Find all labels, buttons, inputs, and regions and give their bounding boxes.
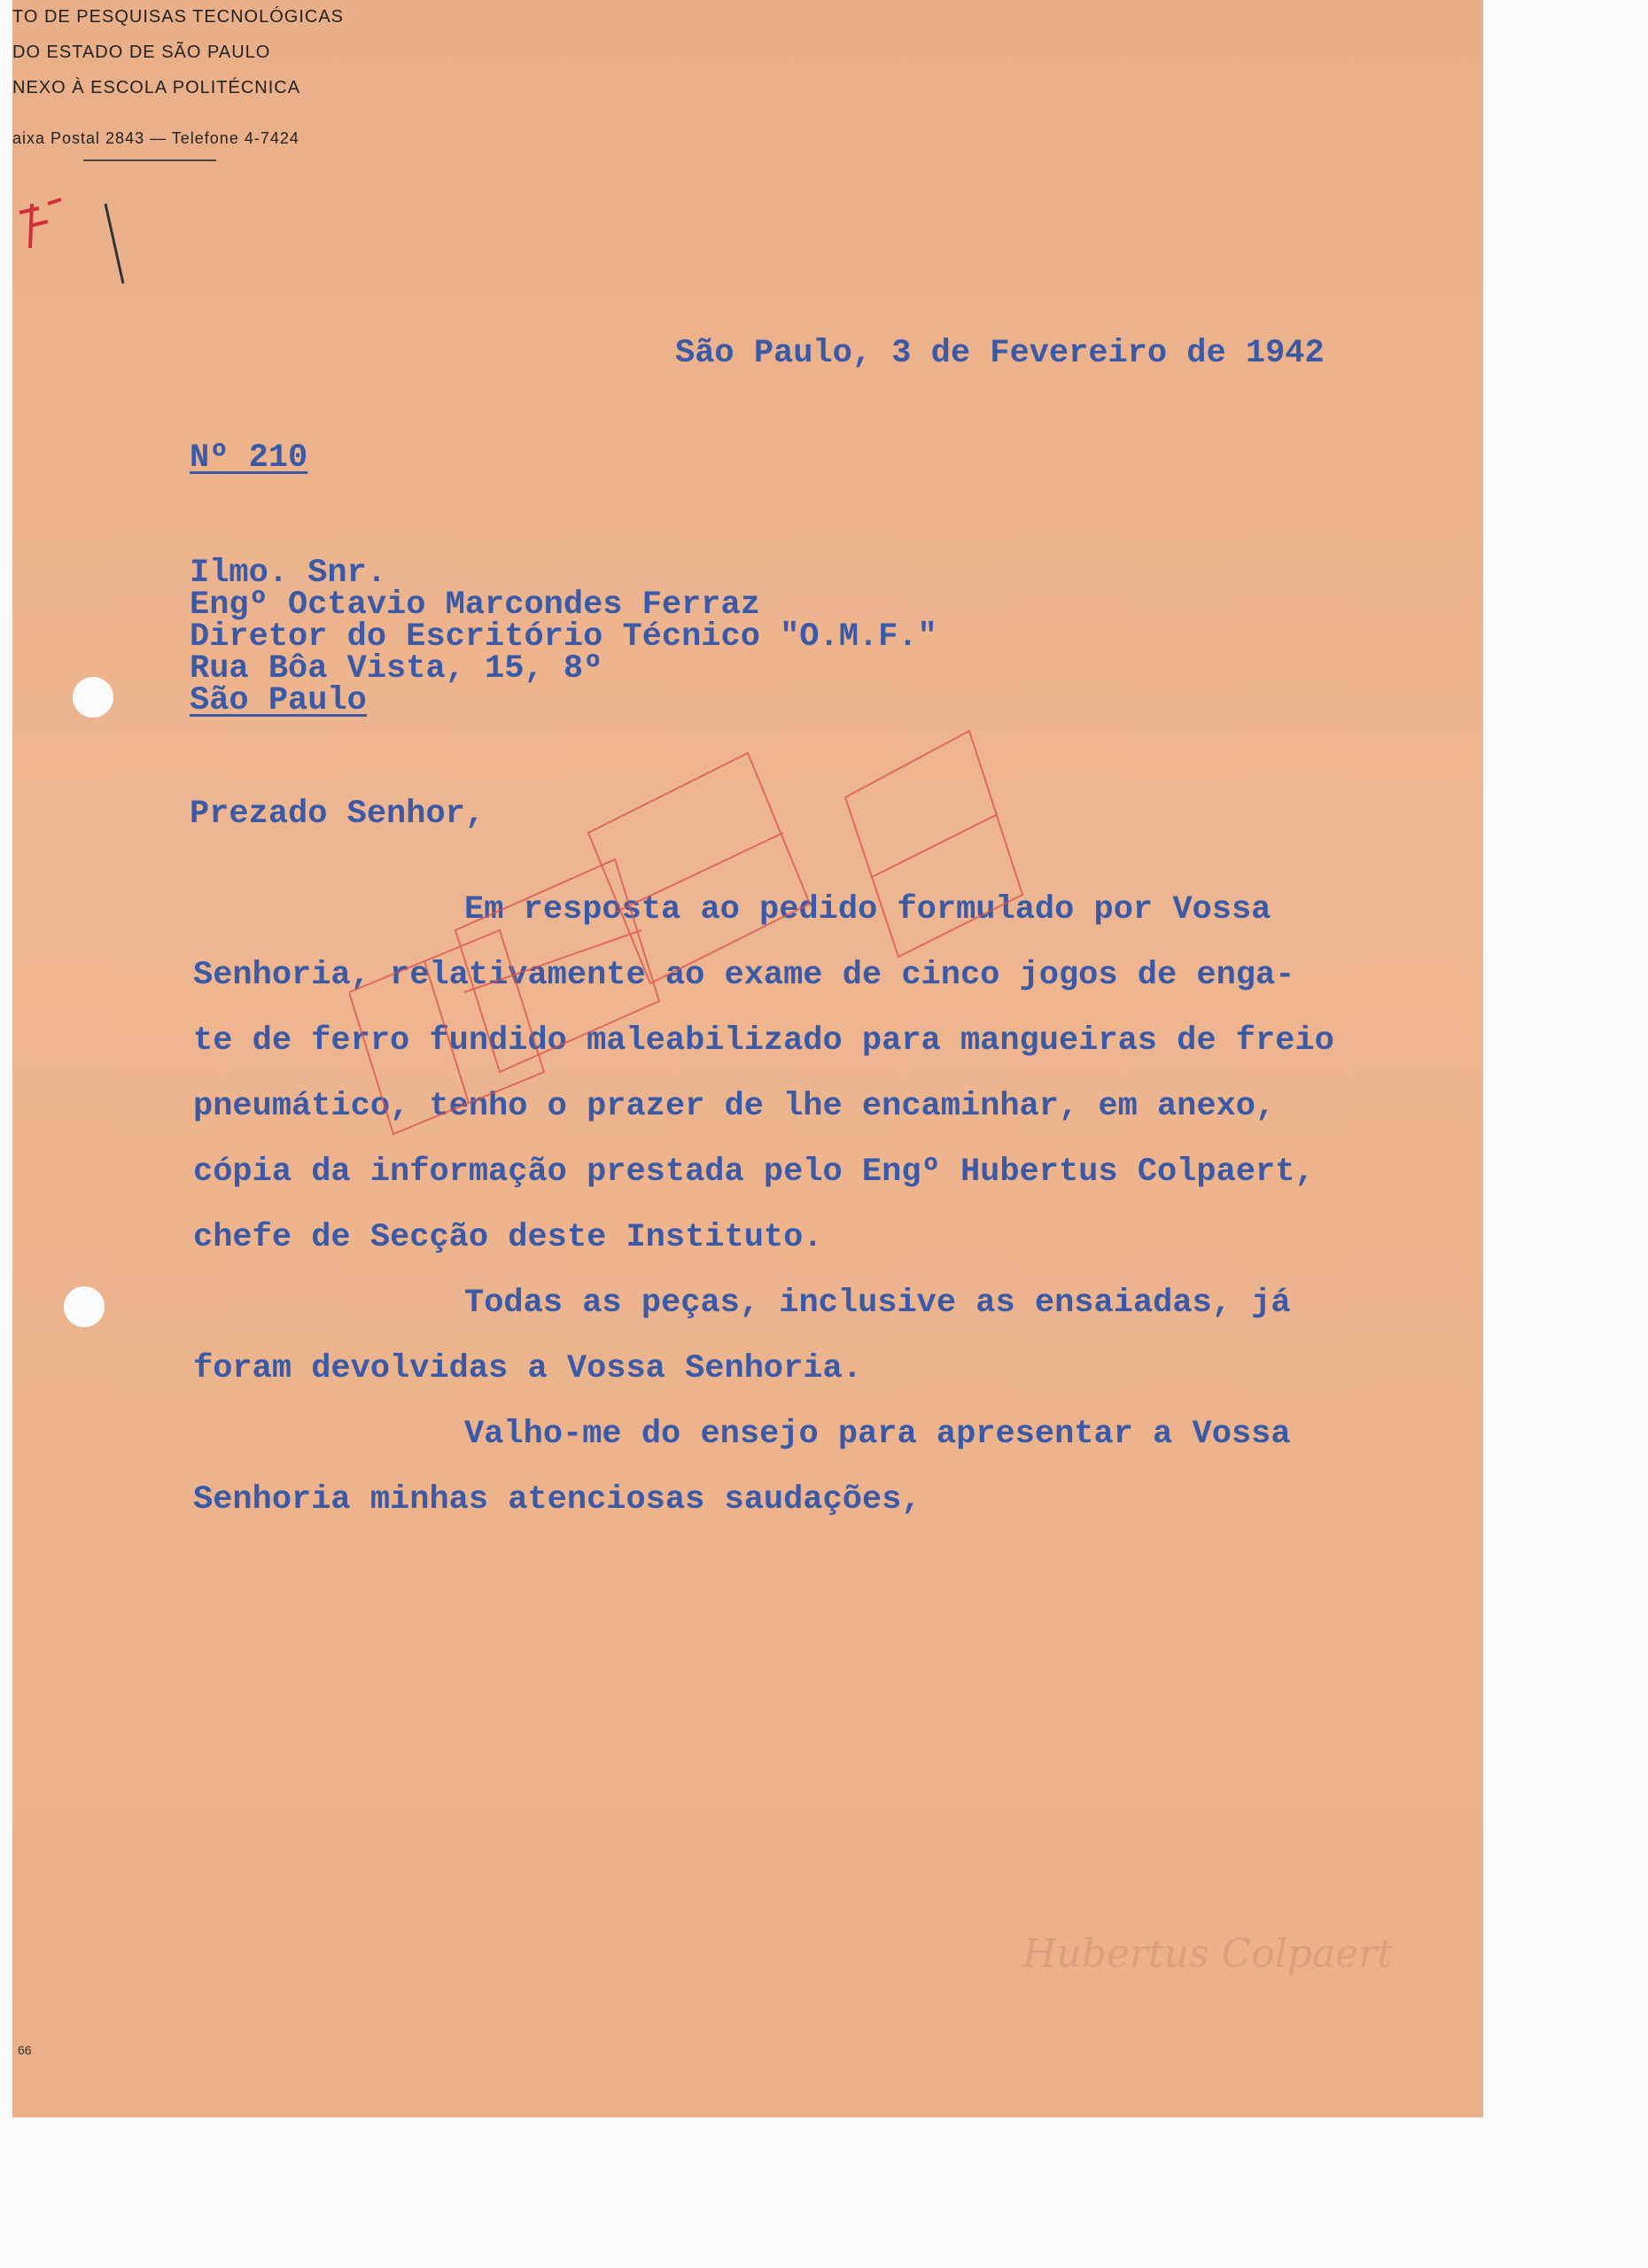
body-line: cópia da informação prestada pelo Engº Hubertus Colpaert,	[193, 1153, 1315, 1191]
addressee-street: Rua Bôa Vista, 15, 8º	[190, 650, 603, 687]
body-line: foram devolvidas a Vossa Senhoria.	[193, 1350, 862, 1387]
faint-signature: Hubertus Colpaert	[1022, 1931, 1393, 1977]
letterhead-line-institute: TO DE PESQUISAS TECNOLÓGICAS	[12, 7, 345, 27]
letter-number: Nº 210	[190, 439, 308, 477]
page-number: 66	[18, 2043, 32, 2057]
addressee-title: Ilmo. Snr.	[190, 555, 387, 592]
body-line: Senhoria, relativamente ao exame de cinco jogos de enga-	[193, 957, 1295, 994]
body-line: Todas as peças, inclusive as ensaiadas, já	[464, 1285, 1291, 1322]
red-stamp-mark	[349, 726, 1040, 1329]
letter-sheet	[12, 0, 1483, 2117]
body-line: Valho-me do ensejo para apresentar a Vossa	[464, 1416, 1291, 1453]
addressee-name: Engº Octavio Marcondes Ferraz	[190, 586, 760, 624]
letterhead-line-state: DO ESTADO DE SÃO PAULO	[12, 43, 271, 62]
body-line: pneumático, tenho o prazer de lhe encaminhar, em anexo,	[193, 1088, 1276, 1125]
body-line: chefe de Secção deste Instituto.	[193, 1219, 823, 1256]
letterhead-line-annex: NEXO À ESCOLA POLITÉCNICA	[12, 78, 301, 97]
body-line: te de ferro fundido maleabilizado para mangueiras de freio	[193, 1022, 1334, 1060]
body-line: Em resposta ao pedido formulado por Vossa	[464, 891, 1271, 928]
red-pencil-mark	[12, 186, 128, 284]
addressee-city: São Paulo	[190, 682, 367, 719]
letterhead-line-contact: aixa Postal 2843 — Telefone 4-7424	[12, 129, 299, 147]
letter-date: São Paulo, 3 de Fevereiro de 1942	[675, 335, 1325, 372]
body-line: Senhoria minhas atenciosas saudações,	[193, 1481, 921, 1518]
salutation: Prezado Senhor,	[190, 796, 486, 833]
punch-hole-bottom	[64, 1286, 105, 1327]
letterhead-divider	[83, 159, 216, 161]
punch-hole-top	[73, 677, 113, 718]
addressee-position: Diretor do Escritório Técnico "O.M.F."	[190, 618, 937, 656]
